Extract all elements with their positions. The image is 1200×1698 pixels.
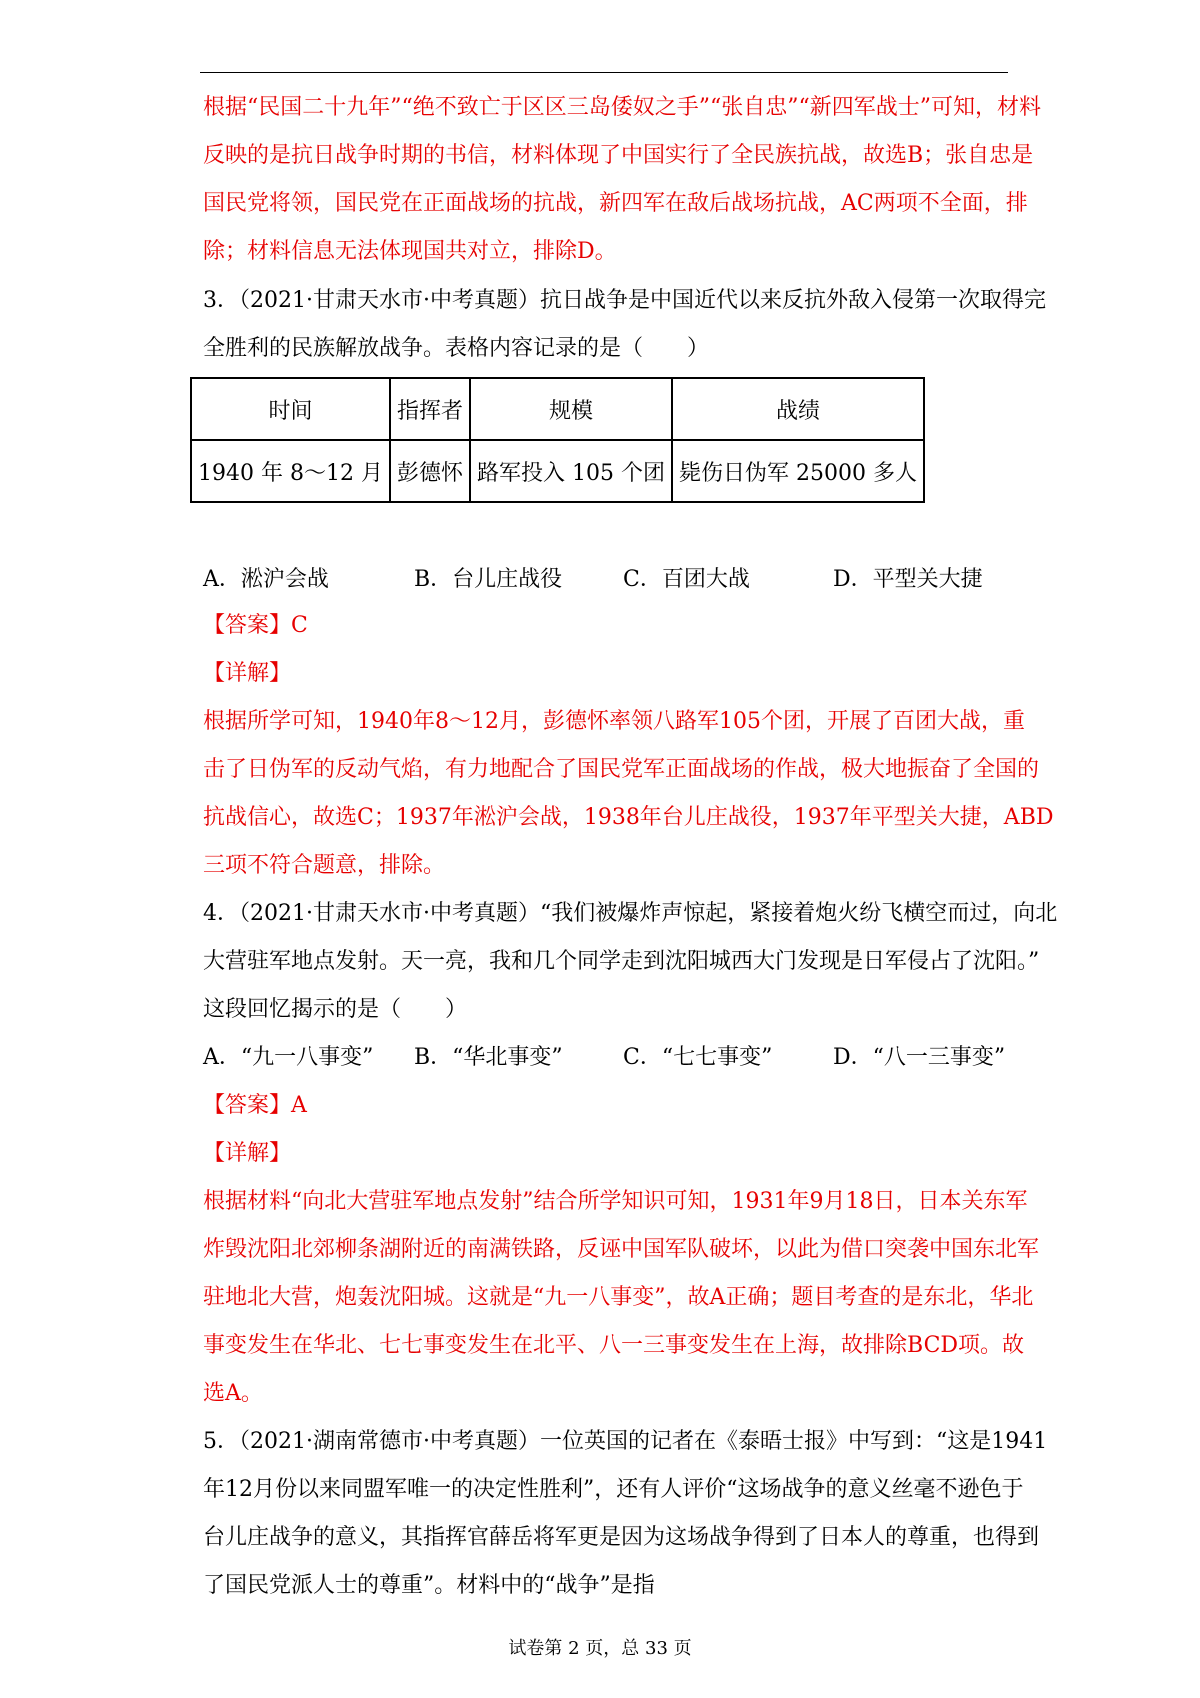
- q3-options: [203, 556, 1009, 604]
- q4-stem-line: 大营驻军地点发射。天一亮，我和几个同学走到沈阳城西大门发现是日军侵占了沈阳。”: [203, 949, 1040, 974]
- table-cell: 彭德怀: [390, 440, 470, 502]
- q3-answer: [203, 602, 1009, 698]
- q2-explanation: [203, 84, 1041, 276]
- detail-label: 【详解】: [203, 1141, 292, 1166]
- q4-option-b: B．“华北事变”: [414, 1045, 563, 1070]
- table-cell: 1940 年 8～12 月: [191, 440, 390, 502]
- q4-options: [203, 1034, 1009, 1082]
- q3-option-b: B．台儿庄战役: [414, 567, 563, 592]
- q2-explanation-line: 除；材料信息无法体现国共对立，排除D。: [203, 239, 617, 264]
- q2-explanation-line: 国民党将领，国民党在正面战场的抗战，新四军在敌后战场抗战，AC两项不全面，排: [203, 191, 1028, 216]
- q4-explanation-line: 根据材料“向北大营驻军地点发射”结合所学知识可知，1931年9月18日，日本关东军: [203, 1189, 1028, 1214]
- q2-explanation-line: 根据“民国二十九年”“绝不致亡于区区三岛倭奴之手”“张自忠”“新四军战士”可知，材料: [203, 95, 1041, 120]
- header-rule: [200, 72, 1008, 73]
- q4-explanation: [203, 1178, 1040, 1418]
- q4-answer: [203, 1082, 1009, 1178]
- q4-explanation-line: 选A。: [203, 1381, 263, 1406]
- q5-stem-line: 台儿庄战争的意义，其指挥官薛岳将军更是因为这场战争得到了日本人的尊重，也得到: [203, 1525, 1040, 1550]
- q5-stem-line: 年12月份以来同盟军唯一的决定性胜利”，还有人评价“这场战争的意义丝毫不逊色于: [203, 1477, 1024, 1502]
- table-header-cell: 指挥者: [390, 378, 470, 440]
- detail-label: 【详解】: [203, 661, 292, 686]
- q3-stem: [203, 277, 1046, 373]
- q5-stem-line: 了国民党派人士的尊重”。材料中的“战争”是指: [203, 1573, 655, 1598]
- q4-stem-line: 4．（2021·甘肃天水市·中考真题）“我们被爆炸声惊起，紧接着炮火纷飞横空而过，向北: [203, 901, 1058, 926]
- q4-explanation-line: 炸毁沈阳北郊柳条湖附近的南满铁路，反诬中国军队破坏，以此为借口突袭中国东北军: [203, 1237, 1040, 1262]
- table-header-cell: 战绩: [672, 378, 924, 440]
- q3-option-a: A．淞沪会战: [203, 567, 329, 592]
- q3-explanation: [203, 698, 1054, 890]
- answer-label: 【答案】: [203, 613, 292, 638]
- q3-option-c: C．百团大战: [623, 567, 750, 592]
- q3-explanation-line: 根据所学可知，1940年8～12月，彭德怀率领八路军105个团，开展了百团大战，重: [203, 709, 1025, 734]
- table-cell: 毙伤日伪军 25000 多人: [672, 440, 924, 502]
- q3-explanation-line: 击了日伪军的反动气焰，有力地配合了国民党军正面战场的作战，极大地振奋了全国的: [203, 757, 1040, 782]
- table-cell: 路军投入 105 个团: [470, 440, 672, 502]
- q5-stem-line: 5．（2021·湖南常德市·中考真题）一位英国的记者在《泰晤士报》中写到：“这是1941: [203, 1429, 1048, 1454]
- answer-value: C: [291, 613, 308, 638]
- q4-stem-line: 这段回忆揭示的是（ ）: [203, 997, 468, 1022]
- q4-option-d: D．“八一三事变”: [833, 1045, 1006, 1070]
- q3-stem-line: 全胜利的民族解放战争。表格内容记录的是（ ）: [203, 336, 710, 361]
- q4-explanation-line: 驻地北大营，炮轰沈阳城。这就是“九一八事变”，故A正确；题目考查的是东北，华北: [203, 1285, 1034, 1310]
- q4-option-a: A．“九一八事变”: [203, 1045, 374, 1070]
- q5-stem: [203, 1418, 1048, 1610]
- q4-stem: [203, 890, 1058, 1034]
- q3-explanation-line: 三项不符合题意，排除。: [203, 853, 446, 878]
- page-footer: 试卷第 2 页，总 33 页: [508, 1638, 692, 1659]
- q3-explanation-line: 抗战信心，故选C；1937年淞沪会战，1938年台儿庄战役，1937年平型关大捷，ABD: [203, 805, 1054, 830]
- q3-option-d: D．平型关大捷: [833, 567, 983, 592]
- q3-table: [190, 377, 925, 503]
- table-header-cell: 时间: [191, 378, 390, 440]
- q3-table-header-row: [191, 378, 924, 440]
- answer-value: A: [291, 1093, 307, 1118]
- q2-explanation-line: 反映的是抗日战争时期的书信，材料体现了中国实行了全民族抗战，故选B；张自忠是: [203, 143, 1034, 168]
- q3-stem-line: 3．（2021·甘肃天水市·中考真题）抗日战争是中国近代以来反抗外敌入侵第一次取得完: [203, 288, 1046, 313]
- table-header-cell: 规模: [470, 378, 672, 440]
- q4-explanation-line: 事变发生在华北、七七事变发生在北平、八一三事变发生在上海，故排除BCD项。故: [203, 1333, 1025, 1358]
- q4-option-c: C．“七七事变”: [623, 1045, 773, 1070]
- answer-label: 【答案】: [203, 1093, 292, 1118]
- table-row: [191, 440, 924, 502]
